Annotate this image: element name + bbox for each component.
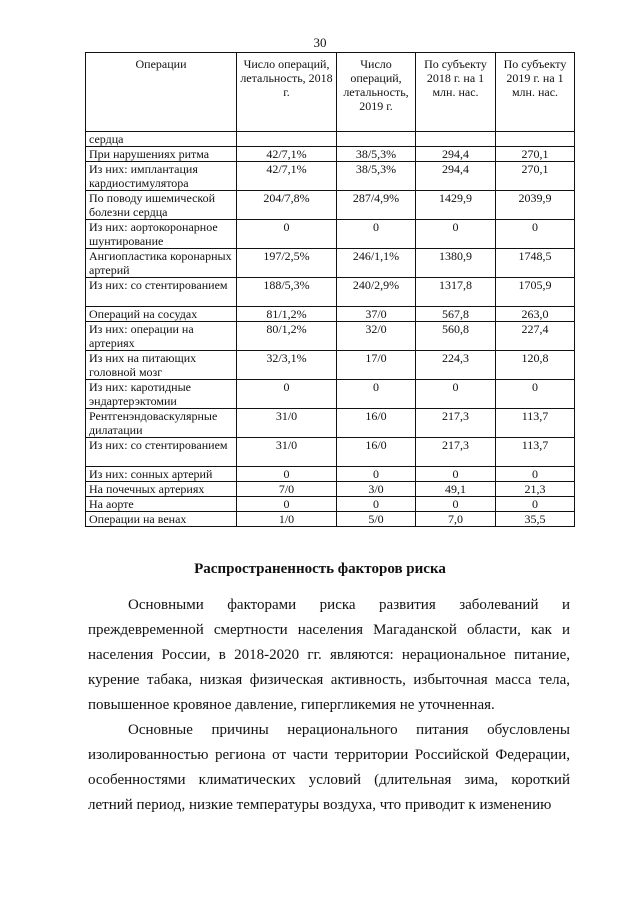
value-cell: 270,1	[496, 147, 575, 162]
value-cell: 81/1,2%	[237, 307, 337, 322]
table-row	[86, 307, 575, 322]
value-cell: 197/2,5%	[237, 249, 337, 278]
operation-name-cell: Из них на питающих головной мозг	[86, 351, 237, 380]
operation-name-cell: Из них: каротидные эндартерэктомии	[86, 380, 237, 409]
table-row	[86, 482, 575, 497]
table-row	[86, 162, 575, 191]
operation-name-cell: На аорте	[86, 497, 237, 512]
page-number: 30	[313, 35, 327, 50]
value-cell: 1705,9	[496, 278, 575, 307]
value-cell: 31/0	[237, 409, 337, 438]
value-cell: 113,7	[496, 409, 575, 438]
value-cell: 217,3	[416, 438, 496, 467]
value-cell	[237, 132, 337, 147]
value-cell: 0	[496, 380, 575, 409]
value-cell: 16/0	[337, 438, 416, 467]
value-cell	[496, 132, 575, 147]
value-cell: 80/1,2%	[237, 322, 337, 351]
value-cell: 7,0	[416, 512, 496, 527]
value-cell: 0	[416, 380, 496, 409]
table-header-row	[86, 53, 575, 132]
value-cell: 246/1,1%	[337, 249, 416, 278]
value-cell: 0	[337, 380, 416, 409]
operation-name-cell: Из них: сонных артерий	[86, 467, 237, 482]
value-cell: 0	[416, 497, 496, 512]
value-cell: 21,3	[496, 482, 575, 497]
operation-name-cell: Ангиопластика коронарных артерий	[86, 249, 237, 278]
value-cell: 294,4	[416, 162, 496, 191]
header-cell: Число операций, летальность, 2019 г.	[337, 53, 416, 132]
value-cell: 1380,9	[416, 249, 496, 278]
value-cell: 0	[337, 497, 416, 512]
operation-name-cell: Операции на венах	[86, 512, 237, 527]
value-cell: 2039,9	[496, 191, 575, 220]
operation-name-cell: При нарушениях ритма	[86, 147, 237, 162]
operation-name-cell: Из них: имплантация кардиостимулятора	[86, 162, 237, 191]
value-cell: 32/0	[337, 322, 416, 351]
value-cell: 217,3	[416, 409, 496, 438]
value-cell: 0	[496, 467, 575, 482]
value-cell: 113,7	[496, 438, 575, 467]
value-cell: 31/0	[237, 438, 337, 467]
value-cell: 1429,9	[416, 191, 496, 220]
table-row	[86, 380, 575, 409]
operation-name-cell: Рентгенэндоваскулярные дилатации	[86, 409, 237, 438]
value-cell: 270,1	[496, 162, 575, 191]
table-row	[86, 220, 575, 249]
value-cell: 32/3,1%	[237, 351, 337, 380]
table-row	[86, 322, 575, 351]
table-row	[86, 512, 575, 527]
value-cell: 0	[237, 220, 337, 249]
value-cell: 120,8	[496, 351, 575, 380]
table-row	[86, 191, 575, 220]
value-cell: 38/5,3%	[337, 147, 416, 162]
value-cell: 5/0	[337, 512, 416, 527]
table-row	[86, 351, 575, 380]
table-row	[86, 467, 575, 482]
value-cell: 287/4,9%	[337, 191, 416, 220]
value-cell: 0	[237, 497, 337, 512]
value-cell: 1748,5	[496, 249, 575, 278]
header-cell: По субъекту 2018 г. на 1 млн. нас.	[416, 53, 496, 132]
table-row	[86, 278, 575, 307]
value-cell: 3/0	[337, 482, 416, 497]
paragraph: Основными факторами риска развития заболеваний и преждевременной смертности населения Магаданской области, как и населения России, в 2018-2020 гг. являются: нерациональное питание, курение табака, низкая физическая активность, избыточная масса тела, повышенное кровяное давление, гипергликемия не уточненная.	[88, 597, 570, 713]
operation-name-cell: Операций на сосудах	[86, 307, 237, 322]
value-cell: 1317,8	[416, 278, 496, 307]
value-cell: 224,3	[416, 351, 496, 380]
table-body	[86, 132, 575, 527]
value-cell: 294,4	[416, 147, 496, 162]
operation-name-cell: Из них: со стентированием	[86, 438, 237, 467]
operation-name-cell: сердца	[86, 132, 237, 147]
header-cell: Операции	[86, 53, 237, 132]
value-cell: 0	[337, 467, 416, 482]
value-cell: 560,8	[416, 322, 496, 351]
value-cell: 0	[337, 220, 416, 249]
value-cell: 7/0	[237, 482, 337, 497]
value-cell: 0	[416, 467, 496, 482]
operation-name-cell: Из них: аортокоронарное шунтирование	[86, 220, 237, 249]
table-row	[86, 132, 575, 147]
value-cell: 17/0	[337, 351, 416, 380]
value-cell: 0	[237, 467, 337, 482]
value-cell: 0	[416, 220, 496, 249]
value-cell: 0	[496, 220, 575, 249]
table-row	[86, 497, 575, 512]
operation-name-cell: По поводу ишемической болезни сердца	[86, 191, 237, 220]
value-cell: 37/0	[337, 307, 416, 322]
value-cell: 0	[237, 380, 337, 409]
value-cell	[337, 132, 416, 147]
header-cell: Число операций, летальность, 2018 г.	[237, 53, 337, 132]
table-row	[86, 438, 575, 467]
value-cell: 240/2,9%	[337, 278, 416, 307]
table-row	[86, 147, 575, 162]
value-cell: 35,5	[496, 512, 575, 527]
value-cell: 49,1	[416, 482, 496, 497]
operation-name-cell: Из них: со стентированием	[86, 278, 237, 307]
value-cell: 263,0	[496, 307, 575, 322]
table-row	[86, 249, 575, 278]
value-cell: 0	[496, 497, 575, 512]
value-cell: 567,8	[416, 307, 496, 322]
section-heading: Распространенность факторов риска	[194, 561, 446, 577]
value-cell: 204/7,8%	[237, 191, 337, 220]
paragraph: Основные причины нерационального питания обусловлены изолированностью региона от части территории Российской Федерации, особенностями климатических условий (длительная зима, короткий летний период, низкие температуры воздуха, что приводит к изменению	[88, 722, 570, 813]
value-cell: 227,4	[496, 322, 575, 351]
operations-table	[85, 52, 575, 527]
operation-name-cell: Из них: операции на артериях	[86, 322, 237, 351]
value-cell: 1/0	[237, 512, 337, 527]
value-cell: 188/5,3%	[237, 278, 337, 307]
value-cell: 16/0	[337, 409, 416, 438]
header-cell: По субъекту 2019 г. на 1 млн. нас.	[496, 53, 575, 132]
value-cell: 42/7,1%	[237, 162, 337, 191]
table-row	[86, 409, 575, 438]
value-cell	[416, 132, 496, 147]
value-cell: 42/7,1%	[237, 147, 337, 162]
operation-name-cell: На почечных артериях	[86, 482, 237, 497]
value-cell: 38/5,3%	[337, 162, 416, 191]
